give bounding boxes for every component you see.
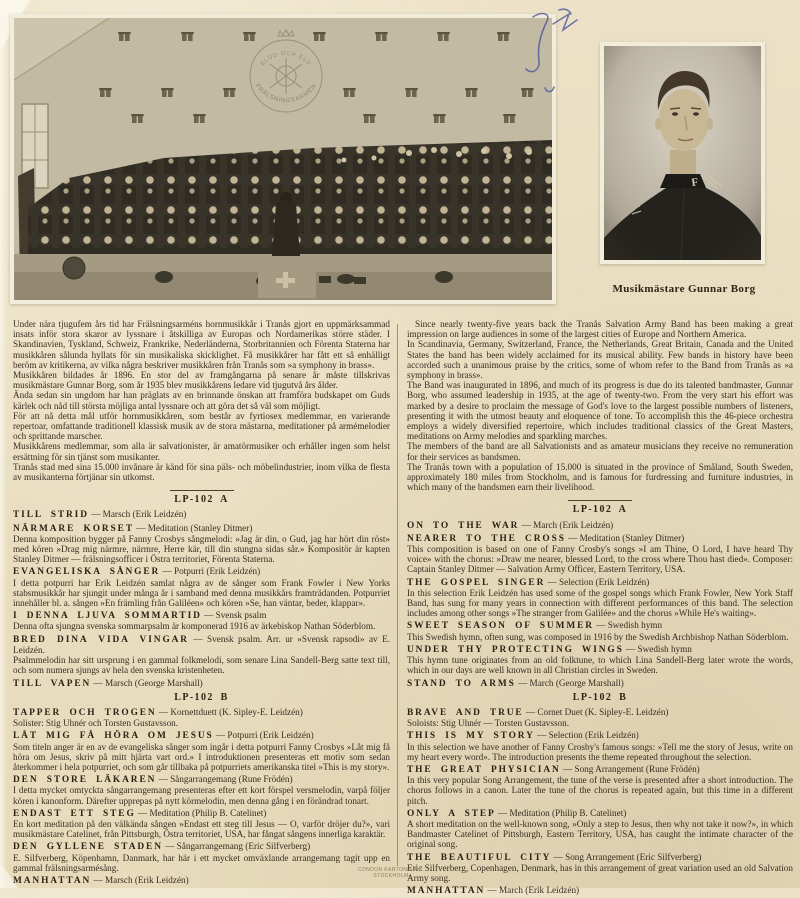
intro-paragraph: The Band was inaugurated in 1896, and much of its progress is due do its talented bandmaster, Gunnar Borg, who assumed leadership in 1935, at the age of twenty-two. From the very start his effort was marked by a desire to proclaim the message of God's love to the largest possible numbers of listeners, presenting it with the utmost beauty and eloquence of tone. To accomplish this the 46-piece orchestra employs a widely diversified repertoire, which includes traditional classics of the Great Masters, meditations on Army melodies and sparkling marches. <box>407 380 793 442</box>
track-title-line <box>407 852 793 863</box>
track-title-line <box>13 707 390 718</box>
track-title-line <box>13 566 390 577</box>
handwritten-ink-mark <box>503 2 603 102</box>
band-photo <box>10 14 556 304</box>
track-title: ONLY A STEP <box>407 808 496 819</box>
track-title-line <box>407 520 793 531</box>
english-side-b-tracks <box>407 707 793 896</box>
track-subtitle: — March (Erik Leidzén) <box>519 519 614 530</box>
track-entry <box>13 707 390 728</box>
side-a-heading: LP-102 A <box>174 494 229 506</box>
track-subtitle: — Meditation (Stanley Ditmer) <box>565 532 685 543</box>
track-description: Eric Silfverberg, Copenhagen, Denmark, has in this arrangement of great variation used an old Salvation Army song. <box>407 862 793 883</box>
track-description: A short meditation on the well-known song, »Only a step to Jesus, then why not take it now?», in which Bandmaster Catelinet of Pittsburgh, Eastern Territory, USA, has caught the intimate character of the original song. <box>407 818 793 850</box>
section-rule <box>568 500 632 501</box>
paper-edge <box>0 0 7 888</box>
track-subtitle: — Svensk psalm <box>201 610 267 621</box>
track-entry <box>407 577 793 619</box>
track-title: MANHATTAN <box>13 875 92 886</box>
track-subtitle: — Sångarrangemang (Rune Frödén) <box>156 774 293 785</box>
track-title: THE BEAUTIFUL CITY <box>407 852 552 863</box>
track-entry <box>13 634 390 676</box>
swedish-intro <box>13 319 390 482</box>
track-entry <box>13 610 390 631</box>
track-title-line <box>13 730 390 741</box>
track-entry <box>13 841 390 873</box>
intro-paragraph: Musikkåren bildades år 1896. En stor del av framgångarna på senare år måste tillskrivas musikmästare Gunnar Borg, som år 1935 blev musikkårens ledare vid tjugutvå års ålder. <box>13 370 390 391</box>
track-title-line <box>407 885 793 896</box>
track-entry <box>407 620 793 641</box>
track-entry <box>13 678 390 689</box>
track-title-line <box>407 678 793 689</box>
track-title-line <box>407 620 793 631</box>
english-intro <box>407 319 793 492</box>
track-subtitle: — Meditation (Philip B. Catelinet) <box>495 807 627 818</box>
column-divider <box>397 324 398 866</box>
track-subtitle: — Kornettduett (K. Sipley-E. Leidzén) <box>156 706 303 717</box>
track-subtitle: — Potpurri (Erik Leidzén) <box>160 566 261 577</box>
track-entry <box>13 808 390 840</box>
track-entry <box>407 885 793 896</box>
track-title: UNDER THY PROTECTING WINGS <box>407 644 624 655</box>
intro-paragraph: Since nearly twenty-five years back the Tranås Salvation Army Band has been making a great impression on large audiences in some of the largest cities of Europe and Northern America. <box>407 319 793 340</box>
track-title: THIS IS MY STORY <box>407 731 535 742</box>
track-description: This hymn tune originates from an old folktune, to which Lina Sandell-Berg later wrote the words, which in our days are well known in all Christian circles in Sweden. <box>407 655 793 676</box>
track-title: LÅT MIG FÅ HÖRA OM JESUS <box>13 731 214 742</box>
track-title: DEN GYLLENE STADEN <box>13 842 163 853</box>
track-subtitle: — Sångarrangemang (Eric Silfverberg) <box>162 841 311 852</box>
track-entry <box>407 520 793 531</box>
track-title: NÄRMARE KORSET <box>13 523 134 534</box>
track-subtitle: — Song Arrangement (Eric Silfverberg) <box>551 851 702 862</box>
side-b-heading: LP-102 B <box>174 691 229 703</box>
intro-paragraph: Tranås stad med sina 15.000 invånare är känd för sina päls- och möbelindustrier, inom vilka de flesta av musikanterna förtjänar sin utkomst. <box>13 461 390 483</box>
swedish-side-b-tracks <box>13 707 390 886</box>
track-description: This composition is based on one of Fanny Crosby's songs »I am Thine, O Lord, I have heard Thy voice» with the chorus: »Draw me nearer, blessed Lord, to the cross where Thou hast died». Composer: Captain Stanley Ditmer — Salvation Army Officer, Eastern Territory, USA. <box>407 544 793 575</box>
track-description: This Swedish hymn, often sung, was composed in 1916 by the Swedish Archbishop Nathan Söderblom. <box>407 631 789 642</box>
track-subtitle: — March (George Marshall) <box>515 677 624 688</box>
track-subtitle: — Selection (Erik Leidzén) <box>534 730 639 741</box>
track-title: ENDAST ETT STEG <box>13 808 136 819</box>
printer-name: CONDOR KARTONG A.B. <box>357 867 425 873</box>
track-subtitle: — Potpurri (Erik Leidzén) <box>213 730 314 741</box>
track-description: I detta mycket omtyckta sångarrangemang presenteras efter ett kort förspel versmelodin, varpå följer kören i kanonform. Därefter upprepas på nytt körmelodin, men denna gång i en förändrad tonart. <box>13 785 390 806</box>
track-title-line <box>13 774 390 785</box>
track-title: STAND TO ARMS <box>407 678 516 689</box>
track-title-line <box>13 808 390 819</box>
track-title-line <box>407 730 793 741</box>
track-title-line <box>407 644 793 655</box>
track-entry <box>407 730 793 762</box>
track-title-line <box>407 707 793 718</box>
track-title-line <box>13 523 390 534</box>
portrait-caption: Musikmästare Gunnar Borg <box>612 283 756 295</box>
track-entry <box>407 707 793 728</box>
track-title-line <box>407 577 793 588</box>
swedish-column <box>13 319 390 888</box>
track-title-line <box>407 533 793 544</box>
track-title-line <box>13 841 390 852</box>
intro-paragraph: Ända sedan sin ungdom har han präglats av en brinnande önskan att framföra budskapet om Guds kärlek och nåd till största möjliga antal lyssnare och att göra det så väl som möjligt. <box>13 390 390 411</box>
track-description: Soloists: Stig Uhnér — Torsten Gustavsson. <box>407 718 570 729</box>
track-title-line <box>407 764 793 775</box>
track-subtitle: — Marsch (Erik Leidzén) <box>91 874 189 885</box>
track-title: MANHATTAN <box>407 886 486 897</box>
track-title: ON TO THE WAR <box>407 520 520 531</box>
track-subtitle: — Song Arrangement (Rune Frödén) <box>560 763 700 774</box>
intro-paragraph: In Scandinavia, Germany, Switzerland, France, the Netherlands, Great Britain, Canada and the United States the band has been widely acclaimed for its musical ability. Few bands in history have been accorded such a unanimous praise by the critics, some of whom refer to the Band from Tranås as »a symphony in brass». <box>407 339 793 381</box>
track-entry <box>13 509 390 520</box>
track-title: NEARER TO THE CROSS <box>407 533 566 544</box>
track-entry <box>407 533 793 575</box>
track-description: E. Silfverberg, Köpenhamn, Danmark, har här i ett mycket omväxlande arrangemang tagit upp en gammal frälsningsarmésång. <box>13 852 390 873</box>
intro-paragraph: För att nå detta mål utför hornmusikkåren, som består av fyrtiosex medlemmar, en varierande repertoar, omfattande traditionell klassisk musik av de stora mästarna, meditationer på armémelodier och sprittande marscher. <box>13 410 390 442</box>
track-subtitle: — Selection (Erik Leidzén) <box>545 576 650 587</box>
track-title-line <box>13 634 390 655</box>
track-description: En kort meditation på den välkända sången »Endast ett steg till Jesus — O, varför dröjer du?», vari musikmästare Catelinet, från Pittsburgh, Östra territoriet, USA, har fångat sångens innerliga karaktär. <box>13 818 390 840</box>
track-entry <box>407 678 793 689</box>
track-subtitle: — Cornet Duet (K. Sipley-E. Leidzén) <box>523 706 669 717</box>
track-description: Denna komposition bygger på Fanny Crosbys sångmelodi: »Jag är din, o Gud, jag har hört din röst» med kören »Drag mig närmre, närmre, Herre kär, till din stungna sidas sår.» Kompositör är kapten Stanley Ditmer — frälsningsofficer i Östra territoriet, Förenta Staterna. <box>13 533 390 565</box>
intro-paragraph: The members of the band are all Salvationists and as amateur musicians they receive no remuneration for their services as bandsmen. <box>407 441 793 462</box>
track-description: Som titeln anger är en av de evangeliska sånger som ingår i detta potpurri Fanny Crosbys »Låt mig få höra om Jesus, skriv på mitt hjärta vart ord.» I introduktionen presenteras ett motiv som sedan återkommer i hela potpurriet, och som går tillbaka på potpurriets amerikanska titel »This is my story». <box>13 741 390 772</box>
track-description: In this very popular Song Arrangement, the tune of the verse is presented after a short introduction. The chorus follows in a canon. Later the tune of the chorus is repeated again, but this time in a different pitch. <box>407 775 793 806</box>
track-entry <box>407 808 793 850</box>
portrait-photo <box>600 42 765 264</box>
track-title-line <box>13 875 390 886</box>
track-subtitle: — Meditation (Philip B. Catelinet) <box>135 807 267 818</box>
track-entry <box>13 523 390 565</box>
track-title: BRAVE AND TRUE <box>407 707 524 718</box>
track-title-line <box>13 509 390 520</box>
track-entry <box>13 566 390 608</box>
intro-paragraph: The Tranås town with a population of 15.000 is situated in the province of Småland, South Sweden, approximately 180 miles from Stockholm, and is famous for furdressing and furniture industries, in which many of the bandsmen earn their livelihood. <box>407 461 793 493</box>
track-entry <box>407 644 793 676</box>
intro-paragraph: Under nära tjugufem års tid har Frälsningsarméns hornmusikkår i Tranås gjort en uppmärksammad insats inför stora skaror av lyssnare i åtskilliga av Europas och Nordamerikas större städer. I Skandinavien, Tyskland, Schweiz, Frankrike, Nederländerna, Storbritannien och Förenta Staterna har musikkåren sålunda hyllats för sin musikaliska skicklighet. Få musikkårer har fått ett så enhälligt beröm av kritikerna, av vilka några beskriver musikkåren från Tranås som »a symphony in brass». <box>13 319 390 370</box>
track-subtitle: — Marsch (Erik Leidzén) <box>88 509 187 520</box>
track-subtitle: — March (Erik Leidzén) <box>485 885 580 896</box>
track-subtitle: — Meditation (Stanley Ditmer) <box>133 522 253 533</box>
swedish-side-a-tracks <box>13 509 390 688</box>
track-title: BRED DINA VIDA VINGAR <box>13 634 189 645</box>
track-title: TILL VAPEN <box>13 678 92 689</box>
track-subtitle: — Marsch (George Marshall) <box>91 677 203 688</box>
section-rule <box>170 490 234 491</box>
track-title: TAPPER OCH TROGEN <box>13 707 157 718</box>
english-side-a-tracks <box>407 520 793 689</box>
side-b-heading: LP-102 B <box>572 691 628 703</box>
track-entry <box>13 774 390 806</box>
printer-city: STOCKHOLM <box>373 872 409 879</box>
track-subtitle: — Swedish hymn <box>593 620 663 631</box>
track-entry <box>13 875 390 886</box>
track-title: TILL STRID <box>13 510 89 521</box>
track-description: In this selection Erik Leidzén has used some of the gospel songs which Frank Fowler, New York Staff Band, has sung for many years in connection with different performances of this band. The selection includes among other songs »The stranger from Galilée» and the chorus »While He's waiting». <box>407 587 793 619</box>
track-entry <box>407 852 793 884</box>
track-description: I detta potpurri har Erik Leidzén samlat några av de sånger som Frank Fowler i New Yorks stabsmusikkår har sjungit under många år i samband med denna musikkårs framträdanden. Potpurriet innehåller bl. a. sången »En främling från Galiléen» och kören »Se, han väntar, beder, klappar». <box>13 577 390 609</box>
intro-paragraph: Musikkårens medlemmar, som alla är salvationister, är amatörmusiker och erhåller ingen som helst ersättning för sin tjänst som musikanter. <box>13 441 390 462</box>
track-description: Solister: Stig Uhnér och Torsten Gustavsson. <box>13 718 179 729</box>
track-entry <box>407 764 793 806</box>
portrait-illustration <box>604 46 761 260</box>
track-description: Denna ofta sjungna svenska sommarpsalm är komponerad 1916 av ärkebiskop Nathan Söderblom. <box>13 621 376 632</box>
track-title: I DENNA LJUVA SOMMARTID <box>13 611 202 622</box>
track-title-line <box>13 610 390 621</box>
track-title: EVANGELISKA SÅNGER <box>13 567 161 578</box>
track-title-line <box>407 808 793 819</box>
track-title: THE GREAT PHYSICIAN <box>407 764 561 775</box>
printer-imprint <box>345 868 437 879</box>
track-title-line <box>13 678 390 689</box>
track-description: Psalmmelodin har sitt ursprung i en gammal folkmelodi, som senare Lina Sandell-Berg satte text till, och som numera sjungs av hela den svenska kristenheten. <box>13 655 390 676</box>
track-entry <box>13 730 390 772</box>
track-title: THE GOSPEL SINGER <box>407 577 546 588</box>
track-subtitle: — Swedish hymn <box>623 643 692 654</box>
band-photo-illustration <box>14 18 552 300</box>
side-a-heading: LP-102 A <box>572 504 628 516</box>
track-description: In this selection we have another of Fanny Crosby's famous songs: »Tell me the story of Jesus, write on my heart every word». The introduction presents the theme repeated throughout the selection. <box>407 741 793 762</box>
track-title: SWEET SEASON OF SUMMER <box>407 621 594 632</box>
english-column <box>407 319 793 898</box>
track-title: DEN STORE LÄKAREN <box>13 775 157 786</box>
track-subtitle: — Svensk psalm. Arr. ur »Svensk rapsodi» av E. Leidzén. <box>13 633 390 655</box>
